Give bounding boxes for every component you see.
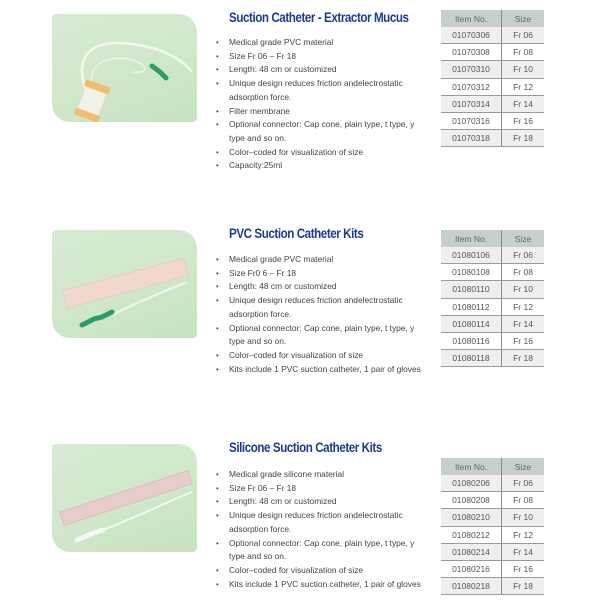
feature-item: • Length: 48 cm or customized: [216, 280, 431, 294]
item-no-cell: 01080208: [441, 492, 502, 509]
size-cell: Fr 16: [502, 332, 545, 349]
item-no-cell: 01080112: [441, 298, 502, 315]
feature-item: • Unique design reduces friction andelectrostatic adsorption force.: [216, 509, 431, 536]
table-row: [441, 475, 544, 492]
item-no-cell: 01070318: [441, 130, 502, 147]
size-cell: Fr 08: [502, 492, 545, 509]
spec-table: [441, 458, 544, 595]
size-cell: Fr 16: [502, 112, 545, 129]
suction-catheter-extractor-image: [52, 14, 197, 122]
silicone-suction-catheter-kit-image: [52, 444, 197, 552]
feature-item: • Medical grade silicone material: [216, 468, 431, 482]
feature-item: • Kits include 1 PVC suction catheter, 1 pair of gloves: [216, 363, 431, 377]
feature-list: [216, 253, 431, 376]
column-header-size: Size: [502, 458, 545, 475]
item-no-cell: 01070312: [441, 78, 502, 95]
feature-list: [216, 468, 431, 591]
table-header-row: [441, 458, 544, 475]
table-row: [441, 509, 544, 526]
product-section-extractor: [0, 0, 600, 210]
item-no-cell: 01080110: [441, 281, 502, 298]
size-cell: Fr 08: [502, 44, 545, 61]
column-header-item-no: Item No.: [441, 10, 502, 27]
item-no-cell: 01080218: [441, 578, 502, 595]
item-no-cell: 01070306: [441, 27, 502, 44]
feature-list: [216, 36, 431, 173]
table-header-row: [441, 230, 544, 247]
size-cell: Fr 14: [502, 95, 545, 112]
feature-item: • Kits include 1 PVC suction catheter, 1 pair of gloves: [216, 578, 431, 592]
product-title: Silicone Suction Catheter Kits: [229, 440, 382, 455]
size-cell: Fr 14: [502, 315, 545, 332]
feature-item: • Capacity:25ml: [216, 159, 431, 173]
item-no-cell: 01080206: [441, 475, 502, 492]
column-header-size: Size: [502, 10, 545, 27]
feature-item: • Color–coded for visualization of size: [216, 146, 431, 160]
feature-item: • Size Fr 06 – Fr 18: [216, 50, 431, 64]
size-cell: Fr 18: [502, 578, 545, 595]
product-title: PVC Suction Catheter Kits: [229, 226, 364, 241]
table-row: [441, 61, 544, 78]
spec-table: [441, 230, 544, 367]
size-cell: Fr 12: [502, 526, 545, 543]
feature-item: • Length: 48 cm or customized: [216, 495, 431, 509]
table-header-row: [441, 10, 544, 27]
item-no-cell: 01080216: [441, 560, 502, 577]
spec-table: [441, 10, 544, 147]
item-no-cell: 01070316: [441, 112, 502, 129]
table-row: [441, 543, 544, 560]
item-no-cell: 01080116: [441, 332, 502, 349]
table-row: [441, 560, 544, 577]
catheter-kit-illustration-icon: [52, 230, 197, 336]
silicone-kit-illustration-icon: [52, 444, 197, 552]
table-row: [441, 492, 544, 509]
table-row: [441, 298, 544, 315]
table-row: [441, 264, 544, 281]
feature-item: • Optional connector: Cap cone, plain type, t type, y type and so on.: [216, 322, 431, 349]
feature-item: • Optional connector: Cap cone, plain type, t type, y type and so on.: [216, 118, 431, 145]
table-row: [441, 78, 544, 95]
table-row: [441, 247, 544, 264]
size-cell: Fr 12: [502, 298, 545, 315]
feature-item: • Medical grade PVC material: [216, 36, 431, 50]
catheter-illustration-icon: [52, 14, 197, 122]
column-header-item-no: Item No.: [441, 230, 502, 247]
item-no-cell: 01080212: [441, 526, 502, 543]
size-cell: Fr 18: [502, 350, 545, 367]
feature-item: • Medical grade PVC material: [216, 253, 431, 267]
size-cell: Fr 06: [502, 475, 545, 492]
table-row: [441, 281, 544, 298]
item-no-cell: 01070314: [441, 95, 502, 112]
item-no-cell: 01080106: [441, 247, 502, 264]
item-no-cell: 01080210: [441, 509, 502, 526]
feature-item: • Size Fr0 6 – Fr 18: [216, 267, 431, 281]
feature-item: • Size Fr 06 – Fr 18: [216, 482, 431, 496]
item-no-cell: 01080214: [441, 543, 502, 560]
table-row: [441, 332, 544, 349]
size-cell: Fr 10: [502, 509, 545, 526]
table-row: [441, 578, 544, 595]
table-row: [441, 44, 544, 61]
size-cell: Fr 16: [502, 560, 545, 577]
feature-item: • Color–coded for visualization of size: [216, 349, 431, 363]
item-no-cell: 01080108: [441, 264, 502, 281]
size-cell: Fr 06: [502, 247, 545, 264]
table-row: [441, 130, 544, 147]
size-cell: Fr 12: [502, 78, 545, 95]
feature-item: • Length: 48 cm or customized: [216, 63, 431, 77]
table-row: [441, 95, 544, 112]
item-no-cell: 01070310: [441, 61, 502, 78]
column-header-item-no: Item No.: [441, 458, 502, 475]
table-row: [441, 315, 544, 332]
size-cell: Fr 18: [502, 130, 545, 147]
item-no-cell: 01070308: [441, 44, 502, 61]
size-cell: Fr 08: [502, 264, 545, 281]
size-cell: Fr 14: [502, 543, 545, 560]
table-row: [441, 350, 544, 367]
item-no-cell: 01080118: [441, 350, 502, 367]
size-cell: Fr 06: [502, 27, 545, 44]
feature-item: • Filter membrane: [216, 105, 431, 119]
product-title: Suction Catheter - Extractor Mucus: [229, 10, 409, 25]
feature-item: • Unique design reduces friction andelectrostatic adsorption force.: [216, 294, 431, 321]
size-cell: Fr 10: [502, 281, 545, 298]
table-row: [441, 112, 544, 129]
table-row: [441, 526, 544, 543]
feature-item: • Optional connector: Cap cone, plain type, t type, y type and so on.: [216, 537, 431, 564]
item-no-cell: 01080114: [441, 315, 502, 332]
column-header-size: Size: [502, 230, 545, 247]
pvc-suction-catheter-kit-image: [52, 230, 197, 338]
size-cell: Fr 10: [502, 61, 545, 78]
table-row: [441, 27, 544, 44]
feature-item: • Unique design reduces friction andelectrostatic adsorption force.: [216, 77, 431, 104]
feature-item: • Color–coded for visualization of size: [216, 564, 431, 578]
